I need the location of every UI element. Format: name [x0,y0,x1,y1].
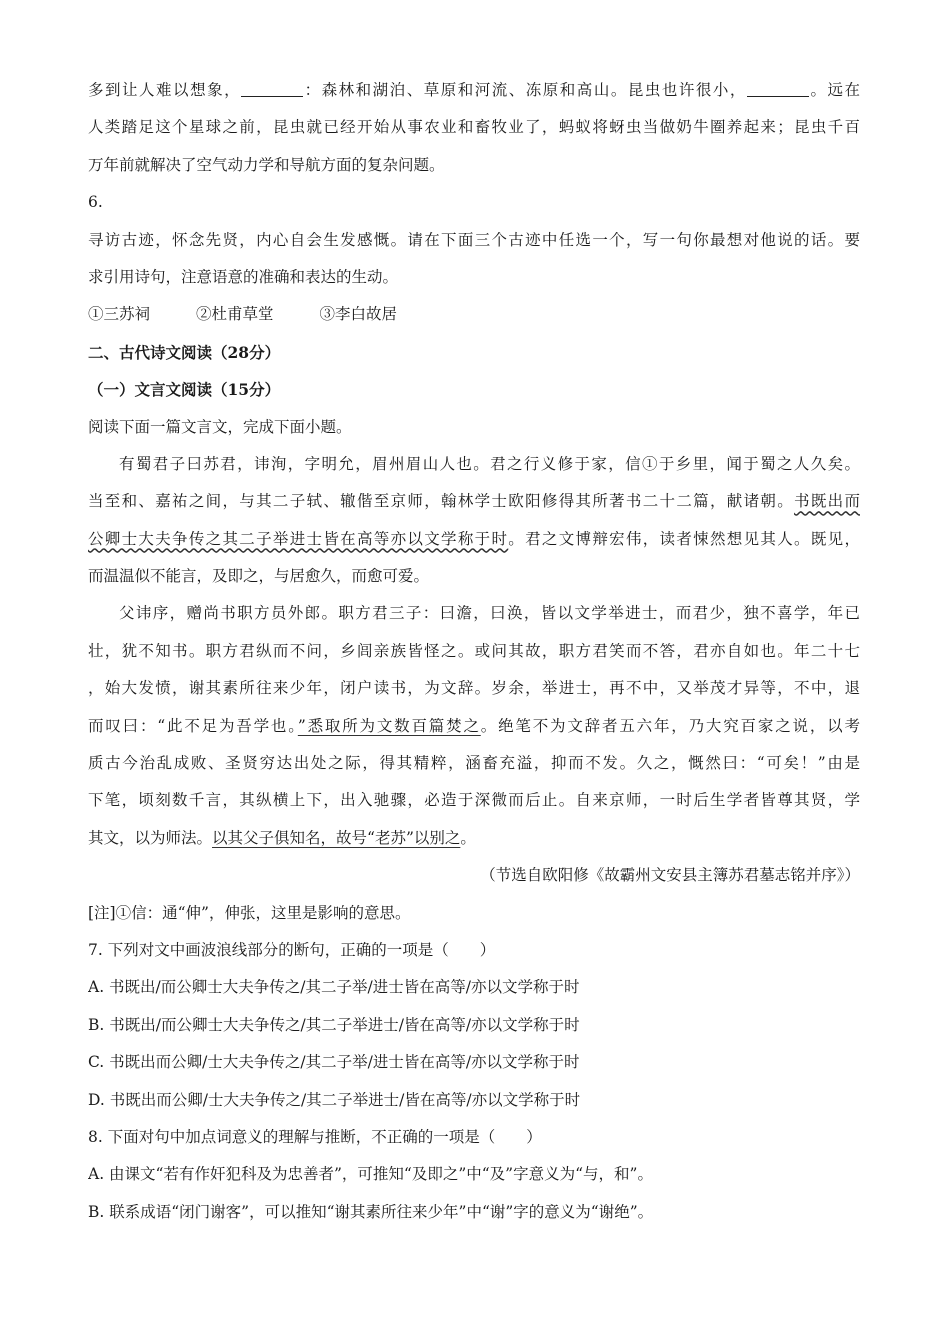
wavy-underlined-text: 书既出而 [794,492,860,511]
option-dufu-cottage: ②杜甫草堂 [196,305,274,324]
instruction: 阅读下面一篇文言文，完成下面小题。 [88,417,352,436]
passage-text: 多到让人难以想象， [88,81,242,99]
q7-option-d[interactable]: D. 书既出而公卿/士大夫争传之/其二子举进士/皆在高等/亦以文学称于时 [88,1090,581,1109]
q6-options [88,296,860,333]
classical-text: 。绝笔不为文辞者五六年，乃大究百家之说，以考 [480,716,860,735]
page-content [88,72,860,1231]
classical-line: ，始大发愤，谢其素所往来少年，闭户读书，为文辞。岁余，举进士，再不中，又举茂才异等，不中，退 [88,679,860,698]
annotation-note: [注]①信：通“伸”，伸张，这里是影响的意思。 [88,903,411,922]
question-number: 6. [88,193,103,212]
classical-line [88,521,860,558]
underlined-sentence: 以其父子俱知名，故号“老苏”以别之 [212,828,461,847]
classical-line [88,483,860,520]
q7-option-b[interactable]: B. 书既出/而公卿士大夫争传之/其二子举进士/皆在高等/亦以文学称于时 [88,1015,580,1034]
wavy-underlined-text: 公卿士大夫争传之其二子举进士皆在高等亦以文学称于时 [88,529,509,548]
classical-text: 而叹曰：“此不足为吾学也。 [88,716,298,735]
q7-stem: 7. 下列对文中画波浪线部分的断句，正确的一项是（ ） [88,940,496,959]
option-libai-residence: ③李白故居 [319,305,398,324]
passage-text: ：森林和湖泊、草原和河流、冻原和高山。昆虫也许很小， [303,81,747,99]
classical-line: 质古今治乱成败、圣贤穷达出处之际，得其精粹，涵畜充溢，抑而不发。久之，慨然曰：“可矣！”由是 [88,754,860,773]
fill-blank[interactable] [747,82,809,97]
q7-option-c[interactable]: C. 书既出而公卿/士大夫争传之/其二子举/进士皆在高等/亦以文学称于时 [88,1053,580,1072]
classical-line: 下笔，顷刻数千言，其纵横上下，出入驰骤，必造于深微而后止。自来京师，一时后生学者皆尊其贤，学 [88,791,860,810]
classical-line: 而温温似不能言，及即之，与居愈久，而愈可爱。 [88,567,430,586]
passage-line: 万年前就解决了空气动力学和导航方面的复杂问题。 [88,155,445,174]
q8-option-a[interactable]: A. 由课文“若有作奸犯科及为忠善者”，可推知“及即之”中“及”字意义为“与，和”。 [88,1165,653,1184]
underlined-sentence: ”悉取所为文数百篇焚之 [297,716,481,735]
option-sansu-shrine: ①三苏祠 [88,305,151,324]
fill-blank[interactable] [241,82,303,97]
question-text: 寻访古迹，怀念先贤，内心自会生发感慨。请在下面三个古迹中任选一个，写一句你最想对他说的话。要 [88,230,860,249]
passage-line: 人类踏足这个星球之前，昆虫就已经开始从事农业和畜牧业了，蚂蚁将蚜虫当做奶牛圈养起来；昆虫千百 [88,118,860,137]
q8-stem: 8. 下面对句中加点词意义的理解与推断，不正确的一项是（ ） [88,1127,542,1146]
section-heading: 二、古代诗文阅读（28分） [88,342,281,362]
classical-text: 其文，以为师法。 [88,828,213,847]
passage-line [88,72,860,109]
classical-line [88,820,860,857]
classical-text: 。君之文博辩宏伟，读者悚然想见其人。既见， [508,529,860,548]
classical-line [88,708,860,745]
sub-heading: （一）文言文阅读（15分） [88,380,281,400]
q7-option-a[interactable]: A. 书既出/而公卿士大夫争传之/其二子举/进士皆在高等/亦以文学称于时 [88,978,580,997]
source-citation: （节选自欧阳修《故霸州文安县主簿苏君墓志铭并序》） [480,866,860,885]
classical-line: 壮，犹不知书。职方君纵而不问，乡闾亲族皆怪之。或问其故，职方君笑而不答，君亦自如也。年二十七 [88,641,860,660]
classical-text: 当至和、嘉祐之间，与其二子轼、辙偕至京师，翰林学士欧阳修得其所著书二十二篇，献诸朝。 [88,492,795,511]
passage-text: 。远在 [808,81,860,99]
classical-text: 。 [460,828,476,847]
classical-line: 有蜀君子曰苏君，讳洵，字明允，眉州眉山人也。君之行义修于家，信①于乡里，闻于蜀之人久矣。 [119,454,860,473]
q8-option-b[interactable]: B. 联系成语“闭门谢客”，可以推知“谢其素所往来少年”中“谢”字的意义为“谢绝”。 [88,1202,654,1221]
classical-line: 父讳序，赠尚书职方员外郎。职方君三子：曰澹，曰涣，皆以文学举进士，而君少，独不喜学，年已 [119,604,860,623]
question-text: 求引用诗句，注意语意的准确和表达的生动。 [88,267,399,286]
